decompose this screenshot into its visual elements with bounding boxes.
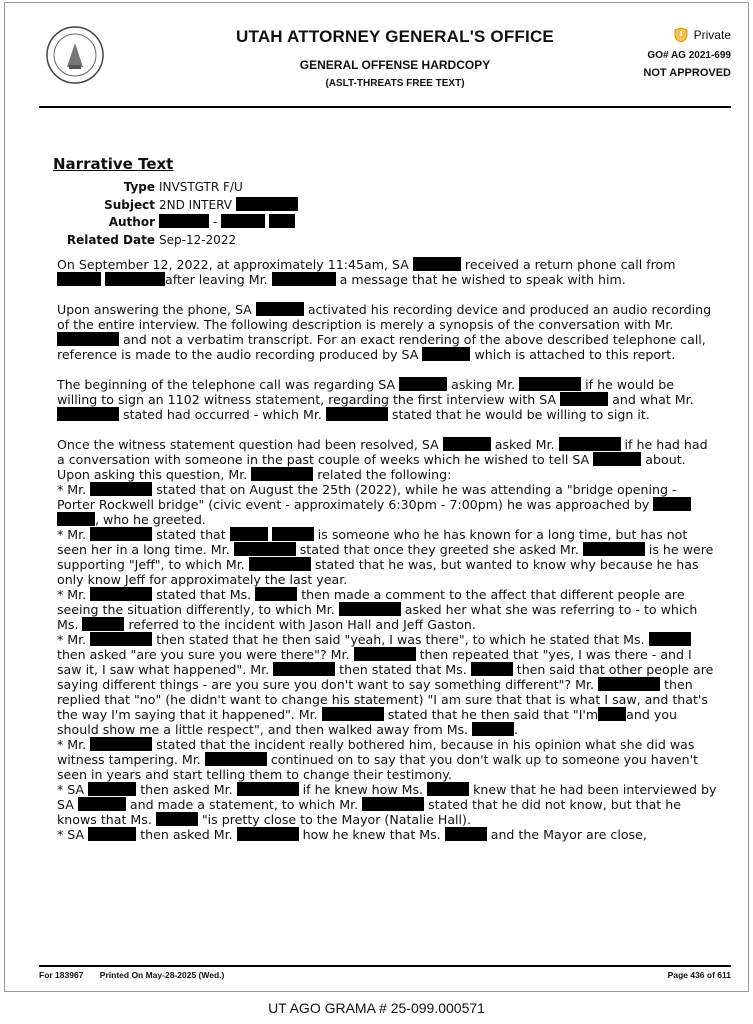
section-title: Narrative Text bbox=[53, 155, 174, 173]
author-label: Author bbox=[108, 215, 155, 229]
redaction bbox=[255, 587, 297, 601]
state-seal bbox=[45, 25, 105, 85]
date-label: Related Date bbox=[66, 232, 155, 247]
bullet-item: * SA then asked Mr. how he knew that Ms. and the Mayor are close, bbox=[57, 827, 647, 842]
bullet-item: * Mr. stated that Ms. then made a comment to the affect that different people are seeing the situation differently, to which Mr. asked her what she was referring to - to which Ms. referred to the incident with Jason Hall and Jeff Gaston. bbox=[57, 587, 698, 632]
redaction bbox=[326, 407, 388, 421]
paragraph: On September 12, 2022, at approximately 11:45am, SA received a return phone call from after leaving Mr. a message that he wished to speak with him. bbox=[57, 257, 676, 287]
page-number: Page 436 of 611 bbox=[667, 970, 731, 980]
redaction bbox=[399, 377, 447, 391]
classification-block bbox=[605, 27, 731, 79]
report-for: For 183967 bbox=[39, 970, 84, 980]
go-number: GO# AG 2021-699 bbox=[647, 50, 731, 61]
redaction bbox=[560, 392, 608, 406]
bullet-item: * Mr. stated that on August the 25th (2022), while he was attending a "bridge opening - Porter Rockwell bridge" (civic event - approximately 6:30pm - 7:00pm) he was approached by , who he greeted. bbox=[57, 482, 717, 527]
redaction bbox=[653, 497, 691, 511]
redaction bbox=[269, 214, 295, 228]
redaction bbox=[593, 452, 641, 466]
redaction bbox=[205, 752, 267, 766]
type-value: INVSTGTR F/U bbox=[159, 180, 243, 194]
redaction bbox=[272, 527, 314, 541]
paragraph: Once the witness statement question had been resolved, SA asked Mr. if he had had a conversation with someone in the past couple of weeks which he wished to tell SA about. Upon asking this question, Mr. related the following: bbox=[57, 437, 708, 482]
printed-date: Printed On May-28-2025 (Wed.) bbox=[99, 970, 225, 980]
redaction bbox=[322, 707, 384, 721]
approval-status: NOT APPROVED bbox=[643, 67, 731, 79]
header-divider bbox=[39, 106, 731, 108]
redaction bbox=[583, 542, 645, 556]
redaction bbox=[88, 782, 136, 796]
redaction bbox=[78, 797, 126, 811]
grama-stamp: UT AGO GRAMA # 25-099.000571 bbox=[268, 1000, 485, 1016]
redaction bbox=[234, 542, 296, 556]
redaction bbox=[249, 557, 311, 571]
redaction bbox=[519, 377, 581, 391]
redaction bbox=[105, 272, 165, 286]
redaction bbox=[57, 512, 95, 526]
redaction bbox=[82, 617, 124, 631]
redaction bbox=[90, 737, 152, 751]
paragraph: Upon answering the phone, SA activated his recording device and produced an audio recording of the entire interview. The following description is merely a synopsis of the conversation with Mr. and not a verbatim transcript. For an exact rendering of the above described telephone call, reference is made to the audio recording produced by SA which is attached to this report. bbox=[57, 302, 712, 362]
bullet-item: * Mr. stated that is someone who he has known for a long time, but has not seen her in a long time. Mr. stated that once they greeted she asked Mr. is he were supporting "Jeff", to which Mr. stated that he was, but wanted to know why because he has only know Jeff for approximately the last year. bbox=[57, 527, 714, 587]
type-label: Type bbox=[123, 180, 155, 194]
document-page bbox=[4, 2, 749, 992]
redaction bbox=[472, 722, 514, 736]
report-header bbox=[205, 27, 585, 89]
redaction bbox=[90, 587, 152, 601]
office-title: UTAH ATTORNEY GENERAL'S OFFICE bbox=[236, 27, 554, 46]
report-category: (ASLT-THREATS FREE TEXT) bbox=[325, 78, 465, 89]
date-value: Sep-12-2022 bbox=[159, 232, 237, 247]
redaction bbox=[649, 632, 691, 646]
redaction bbox=[159, 214, 209, 228]
narrative-body bbox=[57, 257, 717, 842]
redaction bbox=[251, 467, 313, 481]
redaction bbox=[90, 527, 152, 541]
redaction bbox=[354, 647, 416, 661]
page-footer bbox=[39, 965, 731, 980]
redaction bbox=[236, 197, 298, 211]
redaction bbox=[422, 347, 470, 361]
redaction bbox=[88, 827, 136, 841]
narrative-metadata: Type INVSTGTR F/U Subject 2ND INTERV Author - Related Date Sep-12-2022 bbox=[57, 179, 298, 249]
redaction bbox=[413, 257, 461, 271]
redaction bbox=[156, 812, 198, 826]
redaction bbox=[57, 332, 119, 346]
redaction bbox=[237, 782, 299, 796]
redaction bbox=[445, 827, 487, 841]
bullet-item: * Mr. then stated that he then said "yeah, I was there", to which he stated that Ms. then asked "are you sure you were there"? Mr. then repeated that "yes, I was there - and I saw it, I saw what happened". Mr. then stated that Ms. then said that other people are saying different things - are you sure you don't want to say something different"? Mr. then replied that "no" (he didn't want to change his statement) "I am sure that that is what I saw, and that's the way I'm saying that it happened". Mr. stated that he then said that "I'm and you should show me a little respect", and then walked away from Ms. . bbox=[57, 632, 714, 737]
redaction bbox=[230, 527, 268, 541]
redaction bbox=[57, 407, 119, 421]
bullet-item: * Mr. stated that the incident really bothered him, because in his opinion what she did was witness tampering. Mr. continued on to say that you don't walk up to someone you haven't seen in years and start telling them to change their testimony. bbox=[57, 737, 699, 782]
redaction bbox=[362, 797, 424, 811]
redaction bbox=[443, 437, 491, 451]
redaction bbox=[598, 707, 626, 721]
redaction bbox=[272, 272, 336, 286]
redaction bbox=[90, 632, 152, 646]
redaction bbox=[256, 302, 304, 316]
paragraph: The beginning of the telephone call was regarding SA asking Mr. if he would be willing to sign an 1102 witness statement, regarding the first interview with SA and what Mr. stated had occurred - which Mr. stated that he would be willing to sign it. bbox=[57, 377, 694, 422]
bullet-item: * SA then asked Mr. if he knew how Ms. knew that he had been interviewed by SA and made a statement, to which Mr. stated that he did not know, but that he knows that Ms. "is pretty close to the Mayor (Natalie Hall). bbox=[57, 782, 717, 827]
subject-value: 2ND INTERV bbox=[159, 197, 232, 212]
redaction bbox=[559, 437, 621, 451]
redaction bbox=[598, 677, 660, 691]
redaction bbox=[90, 482, 152, 496]
privacy-label: Private bbox=[693, 28, 731, 42]
redaction bbox=[427, 782, 469, 796]
redaction bbox=[273, 662, 335, 676]
redaction bbox=[237, 827, 299, 841]
redaction bbox=[471, 662, 513, 676]
redaction bbox=[57, 272, 101, 286]
report-type: GENERAL OFFENSE HARDCOPY bbox=[299, 58, 491, 72]
redaction bbox=[339, 602, 401, 616]
shield-icon bbox=[674, 27, 688, 43]
subject-label: Subject bbox=[104, 197, 155, 212]
redaction bbox=[221, 214, 265, 228]
